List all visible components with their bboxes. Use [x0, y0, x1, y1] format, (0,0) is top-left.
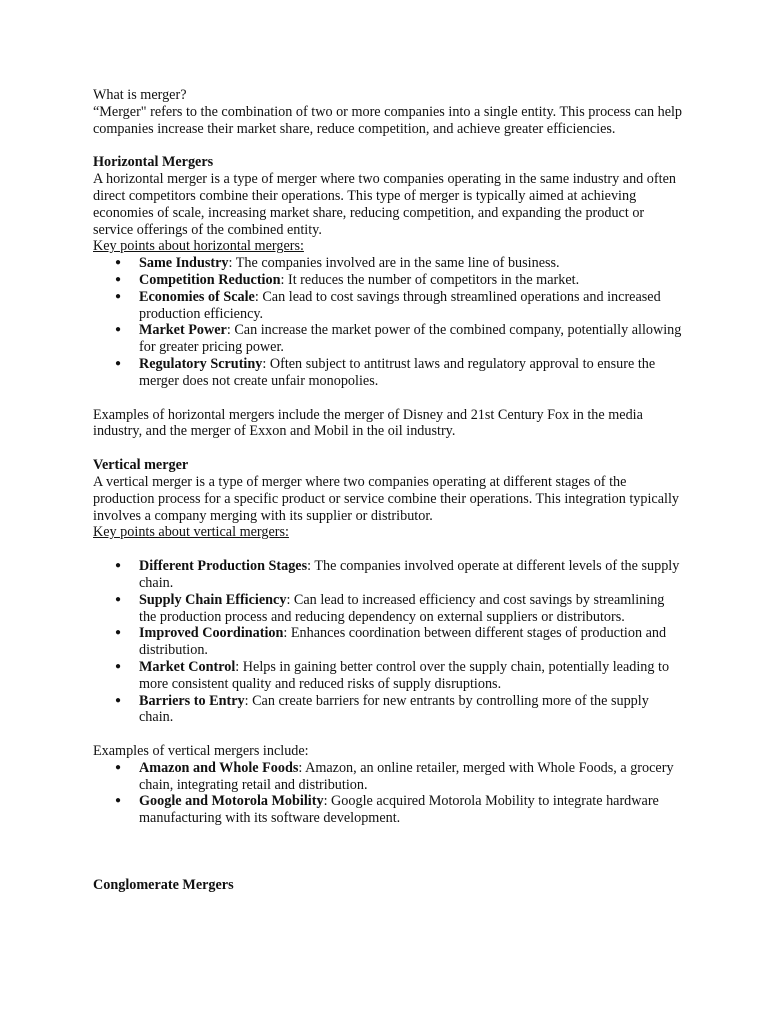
bullet-icon: ●: [115, 324, 122, 336]
spacer: [93, 440, 683, 457]
document-page: [93, 87, 683, 894]
point-term: Different Production Stages: [139, 558, 308, 575]
point-term: Economies of Scale: [139, 288, 255, 305]
point-text: : The companies involved are in the same line of business.: [228, 255, 560, 272]
point-term: Barriers to Entry: [139, 692, 245, 709]
example-term: Google and Motorola Mobility: [139, 793, 324, 810]
bullet-icon: ●: [115, 290, 122, 302]
bullet-icon: ●: [115, 273, 122, 285]
list-item: [115, 271, 683, 289]
list-item: [115, 692, 683, 727]
horizontal-description: A horizontal merger is a type of merger where two companies operating in the same industry and often direct competitors combine their operations. This type of merger is typically aimed at achieving economies of scale, increasing market share, reducing competition, and expanding the product or service offerings of the combined entity.: [93, 171, 676, 238]
list-item: [115, 591, 683, 626]
list-item: [115, 288, 683, 323]
point-term: Supply Chain Efficiency: [139, 591, 287, 608]
list-item: [115, 322, 683, 356]
point-text: : Can increase the market power of the combined company, potentially allowing for greater pricing power.: [139, 322, 682, 356]
spacer: [93, 137, 683, 154]
bullet-icon: ●: [115, 761, 122, 773]
point-text: : The companies involved operate at different levels of the supply chain.: [139, 558, 680, 591]
spacer: [93, 827, 683, 877]
point-term: Same Industry: [139, 255, 229, 272]
example-term: Amazon and Whole Foods: [139, 759, 299, 776]
example-text: : Google acquired Motorola Mobility to integrate hardware manufacturing with its software development.: [139, 793, 659, 827]
list-item: [115, 759, 683, 794]
point-term: Regulatory Scrutiny: [139, 355, 263, 372]
point-text: : Often subject to antitrust laws and regulatory approval to ensure the merger does not create unfair monopolies.: [139, 355, 656, 389]
point-term: Improved Coordination: [139, 625, 284, 642]
point-term: Market Power: [139, 322, 227, 339]
point-text: : Helps in gaining better control over the supply chain, potentially leading to more consistent quality and reduced risks of supply disruptions.: [139, 658, 670, 692]
point-term: Market Control: [139, 658, 236, 675]
intro-definition: “Merger" refers to the combination of two or more companies into a single entity. This process can help companies increase their market share, reduce competition, and achieve greater efficiencies.: [93, 103, 683, 137]
vertical-examples-list: [93, 760, 683, 827]
vertical-examples-label: Examples of vertical mergers include:: [93, 743, 309, 760]
point-text: : It reduces the number of competitors in the market.: [280, 271, 580, 288]
bullet-icon: ●: [115, 627, 122, 639]
point-text: : Can lead to increased efficiency and cost savings by streamlining the production process and reducing dependency on external suppliers or distributors.: [139, 591, 665, 625]
list-item: [115, 355, 683, 390]
horizontal-heading: Horizontal Mergers: [93, 154, 214, 171]
list-item: [115, 625, 683, 659]
vertical-description: A vertical merger is a type of merger where two companies operating at different stages of the production process for a specific product or service combine their operations. This integration typically involves a company merging with its supplier or distributor.: [93, 473, 679, 524]
intro-question: What is merger?: [93, 87, 187, 103]
bullet-icon: ●: [115, 660, 122, 672]
bullet-icon: ●: [115, 593, 122, 605]
list-item: [115, 558, 683, 592]
point-term: Competition Reduction: [139, 271, 281, 288]
vertical-points-list: [93, 558, 683, 726]
example-text: : Amazon, an online retailer, merged with Whole Foods, a grocery chain, integrating retail and distribution.: [139, 759, 674, 793]
spacer: [93, 390, 683, 407]
bullet-icon: ●: [115, 795, 122, 807]
point-text: : Can create barriers for new entrants by controlling more of the supply chain.: [139, 692, 649, 726]
bullet-icon: ●: [115, 694, 122, 706]
horizontal-points-list: [93, 255, 683, 389]
spacer: [93, 726, 683, 743]
vertical-key-points-label: Key points about vertical mergers:: [93, 524, 289, 541]
bullet-icon: ●: [115, 357, 122, 369]
bullet-icon: ●: [115, 257, 122, 269]
horizontal-examples: Examples of horizontal mergers include the merger of Disney and 21st Century Fox in the media industry, and the merger of Exxon and Mobil in the oil industry.: [93, 406, 643, 440]
point-text: : Enhances coordination between different stages of production and distribution.: [139, 625, 667, 659]
list-item: [115, 793, 683, 827]
horizontal-key-points-label: Key points about horizontal mergers:: [93, 238, 304, 255]
point-text: : Can lead to cost savings through streamlined operations and increased production efficiency.: [139, 288, 661, 322]
conglomerate-heading: Conglomerate Mergers: [93, 877, 234, 894]
list-item: [115, 658, 683, 693]
spacer: [93, 541, 683, 558]
list-item: [115, 255, 683, 272]
bullet-icon: ●: [115, 560, 122, 572]
vertical-heading: Vertical merger: [93, 457, 189, 474]
